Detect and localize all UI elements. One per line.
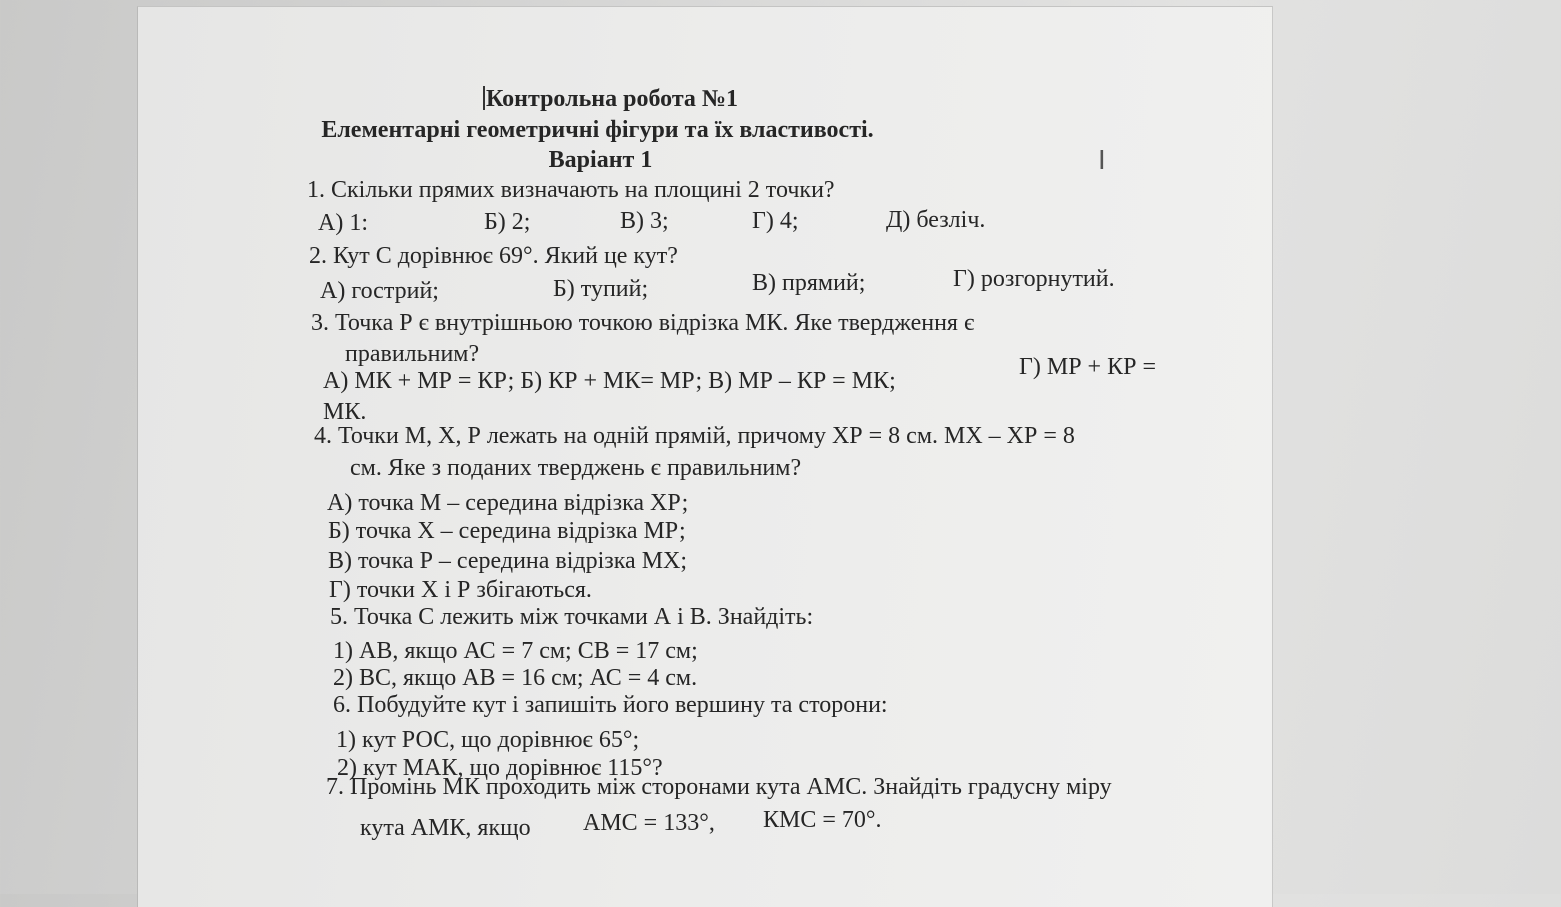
- q6-item-2: 2) кут МАК, що дорівнює 115°?: [337, 755, 663, 781]
- q7-given-1: АМС = 133°,: [583, 810, 715, 836]
- q3-option-d-cont: МК.: [323, 399, 367, 425]
- q2-option-d: Г) розгорнутий.: [953, 266, 1115, 292]
- q2-option-b: Б) тупий;: [553, 276, 649, 302]
- question-7-cont: кута АМК, якщо: [360, 815, 531, 841]
- q7-given-2: КМС = 70°.: [763, 807, 882, 833]
- question-6: 6. Побудуйте кут і запишіть його вершину та сторони:: [333, 692, 888, 718]
- q4-option-b: Б) точка Х – середина відрізка МР;: [328, 518, 686, 544]
- q4-option-a: А) точка М – середина відрізка ХР;: [327, 490, 689, 516]
- q5-item-1: 1) АВ, якщо АС = 7 см; СВ = 17 см;: [333, 638, 698, 664]
- q1-option-c: В) 3;: [620, 208, 669, 234]
- text-cursor-icon: I: [1098, 146, 1106, 176]
- variant-heading: Варіант 1: [548, 147, 653, 173]
- q4-option-c: В) точка Р – середина відрізка МХ;: [328, 548, 688, 574]
- q3-options: А) МК + МР = КР; Б) КР + МК= МР; В) МР – КР = МК;: [323, 368, 896, 394]
- question-4-cont: см. Яке з поданих тверджень є правильним?: [350, 455, 802, 481]
- question-5: 5. Точка С лежить між точками А і В. Знайдіть:: [330, 604, 814, 630]
- text-caret: [483, 86, 485, 110]
- q1-option-b: Б) 2;: [484, 209, 531, 235]
- question-4: 4. Точки М, Х, Р лежать на одній прямій, причому ХР = 8 см. МХ – ХР = 8: [314, 423, 1075, 449]
- q6-item-1: 1) кут РОС, що дорівнює 65°;: [336, 727, 640, 753]
- topic-heading: Елементарні геометричні фігури та їх властивості.: [321, 117, 874, 143]
- question-2: 2. Кут С дорівнює 69°. Який це кут?: [309, 243, 678, 269]
- q1-option-e: Д) безліч.: [886, 207, 986, 233]
- page-title: [0, 86, 1391, 113]
- q1-option-d: Г) 4;: [752, 208, 799, 234]
- q4-option-d: Г) точки Х і Р збігаються.: [329, 577, 592, 603]
- q3-option-d: Г) МР + КР =: [1019, 354, 1156, 380]
- question-1: 1. Скільки прямих визначають на площині 2 точки?: [307, 177, 835, 203]
- question-7: 7. Промінь МК проходить між сторонами кута АМС. Знайдіть градусну міру: [326, 774, 1112, 800]
- question-3: 3. Точка Р є внутрішньою точкою відрізка МК. Яке твердження є: [311, 310, 975, 336]
- q2-option-a: А) гострий;: [320, 278, 439, 304]
- q1-option-a: А) 1:: [318, 210, 368, 236]
- q5-item-2: 2) ВС, якщо АВ = 16 см; АС = 4 см.: [333, 665, 698, 691]
- title-text: Контрольна робота №1: [485, 86, 739, 112]
- question-3-cont: правильним?: [345, 341, 480, 367]
- q2-option-c: В) прямий;: [752, 270, 866, 296]
